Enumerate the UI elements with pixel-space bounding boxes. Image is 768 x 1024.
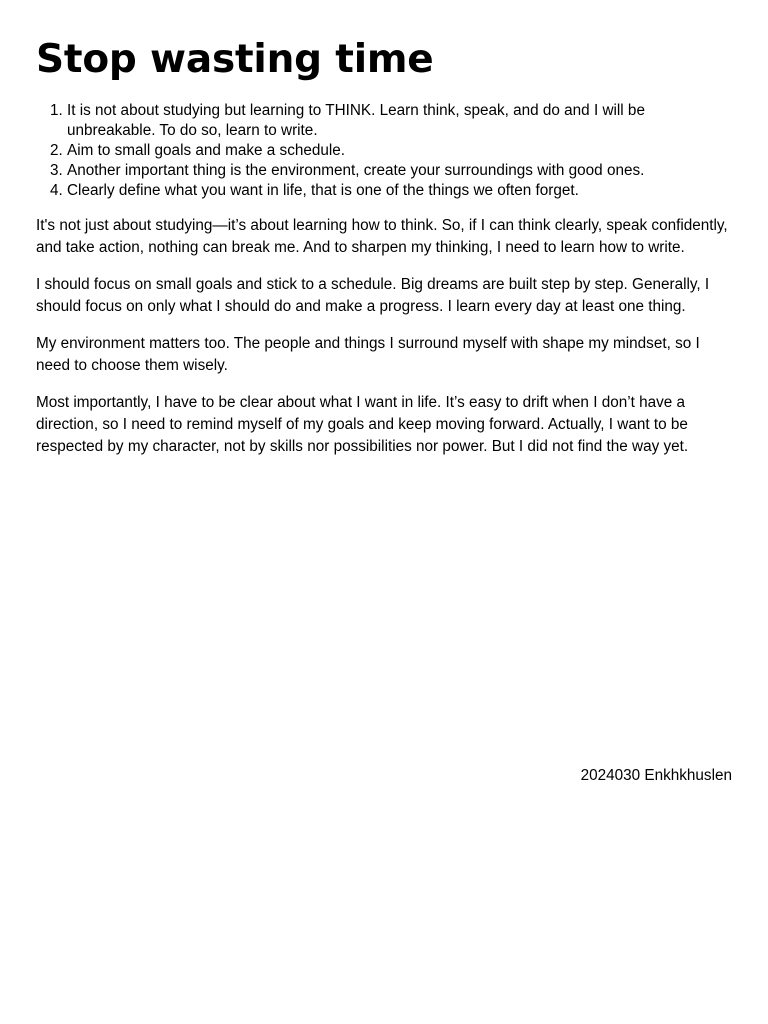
paragraph-goals: I should focus on small goals and stick to a schedule. Big dreams are built step by step. Generally, I should focus on only what I should do and make a progress. I learn every day at least one thing. — [36, 276, 710, 315]
paragraph-direction: Most importantly, I have to be clear about what I want in life. It’s easy to drift when I don’t have a direction, so I need to remind myself of my goals and keep moving forward. Actually, I want to be respected by my character, not by skills nor possibilities nor power. But I did not find the way yet. — [36, 394, 689, 455]
document-page — [36, 36, 736, 458]
numbered-list — [36, 101, 736, 201]
paragraph-thinking: It's not just about studying—it’s about learning how to think. So, if I can think clearly, speak confidently, and take action, nothing can break me. And to sharpen my thinking, I need to learn how to write. — [36, 217, 728, 256]
list-item: 2. Aim to small goals and make a schedule. — [67, 141, 736, 161]
author-signature: 2024030 Enkhkhuslen — [580, 767, 732, 784]
list-item: 1. It is not about studying but learning to THINK. Learn think, speak, and do and I will be unbreakable. To do so, learn to write. — [67, 101, 736, 141]
list-item: 3. Another important thing is the environment, create your surroundings with good ones. — [67, 161, 736, 181]
page-title: Stop wasting time — [36, 37, 434, 82]
paragraph-environment: My environment matters too. The people and things I surround myself with shape my mindset, so I need to choose them wisely. — [36, 335, 700, 374]
list-item: 4. Clearly define what you want in life, that is one of the things we often forget. — [67, 181, 736, 201]
